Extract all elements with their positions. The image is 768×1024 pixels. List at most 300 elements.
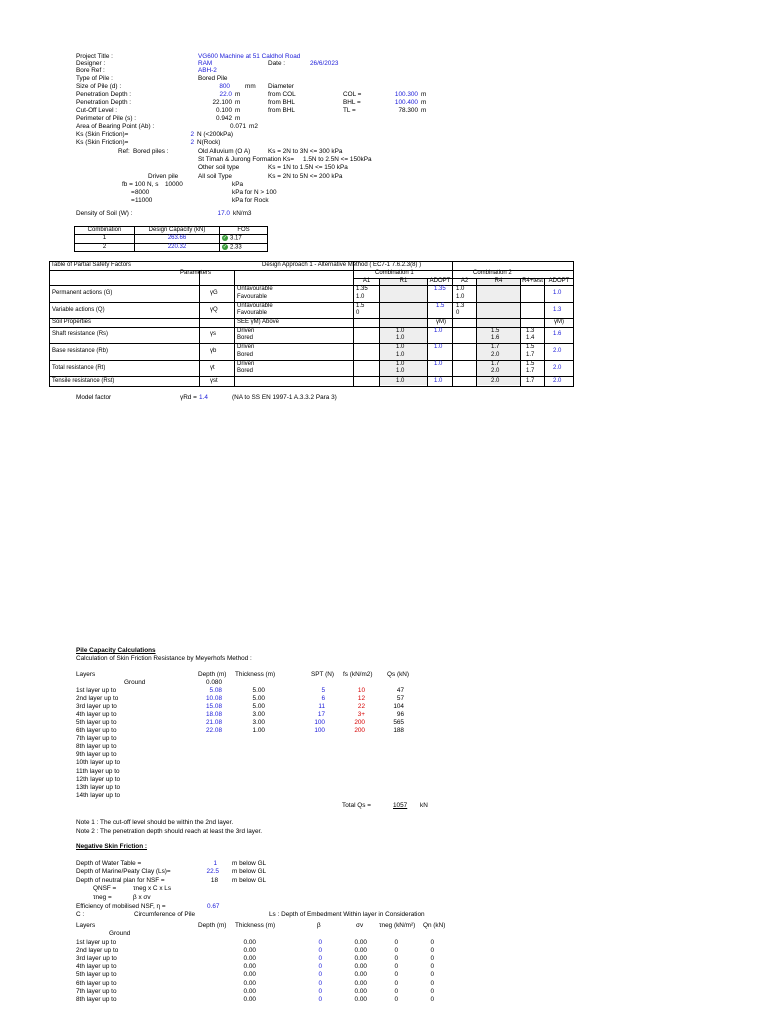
a1-value: 1.35 bbox=[356, 286, 368, 292]
layer-qn: 0 bbox=[430, 971, 434, 979]
layer-label: 5th layer up to bbox=[76, 971, 117, 979]
layer-label: 2nd layer up to bbox=[76, 695, 119, 703]
layer-label: 1st layer up to bbox=[76, 939, 117, 946]
bore-ref-label: Bore Ref : bbox=[76, 67, 105, 74]
layer-label: 4th layer up to bbox=[76, 711, 117, 719]
layer-qs: 57 bbox=[396, 695, 404, 703]
column-header: Thickness (m) bbox=[235, 671, 276, 678]
ref-line-b: 1.5N to 2.5N <= 150kPa bbox=[303, 156, 372, 163]
layer-label: 4th layer up to bbox=[76, 963, 117, 971]
section-title: Pile Capacity Calculations bbox=[76, 647, 156, 654]
column-header: σv bbox=[356, 922, 364, 929]
nsf-row-unit: m below GL bbox=[232, 877, 267, 884]
table-row bbox=[75, 243, 268, 252]
fos-cell bbox=[220, 243, 268, 252]
bearing-area-value: 0.071 bbox=[230, 123, 246, 130]
layer-sv: 0.00 bbox=[354, 947, 367, 955]
adopt-2-value: 2.0 bbox=[553, 348, 562, 354]
adopt-1-value: 1.5 bbox=[436, 303, 445, 309]
partial-safety-factors-table bbox=[49, 261, 574, 387]
column-header: R4 bbox=[494, 278, 503, 284]
layer-beta: 0 bbox=[318, 963, 322, 971]
a1-value: 0 bbox=[356, 310, 360, 316]
layer-thick: 0.00 bbox=[243, 979, 256, 987]
penetration-depth-bhl-label: Penetration Depth : bbox=[76, 99, 132, 106]
r4-value: 1.7 bbox=[491, 361, 500, 367]
psf-row-sub: Driven bbox=[237, 361, 255, 367]
adopt-2-value: 1.6 bbox=[553, 331, 562, 337]
total-qs-unit: kN bbox=[420, 802, 428, 809]
column-header: ADOPT bbox=[548, 278, 570, 284]
r4-test-value: 1.7 bbox=[526, 352, 535, 358]
column-header: fs (kN/m2) bbox=[343, 671, 373, 678]
psf-row-symbol: γt bbox=[210, 365, 215, 371]
nsf-row-label: Depth of Water Table = bbox=[76, 860, 142, 867]
col-value: 100.300 bbox=[394, 91, 418, 98]
ref-line-a: Old Alluvium (O A) bbox=[198, 148, 251, 155]
adopt-2-value: 2.0 bbox=[553, 365, 562, 371]
fb-label: = bbox=[131, 189, 135, 196]
layer-qs: 47 bbox=[396, 687, 404, 694]
fb-unit: kPa for Rock bbox=[232, 197, 269, 204]
capacity-cell: 263.66 bbox=[135, 235, 220, 244]
r4-test-value: 1.3 bbox=[526, 328, 535, 334]
a2-value: 0 bbox=[456, 310, 460, 316]
ref-pile-label: Bored piles : bbox=[133, 148, 169, 155]
layer-label: 5th layer up to bbox=[76, 719, 117, 727]
psf-row-symbol: γs bbox=[210, 331, 216, 337]
layer-qn: 0 bbox=[430, 963, 434, 971]
fb-value: 8000 bbox=[135, 189, 150, 196]
fb-label: = bbox=[131, 197, 135, 204]
nsf-row-value: 18 bbox=[210, 877, 218, 884]
bhl-value: 100.400 bbox=[394, 99, 418, 106]
layer-qn: 0 bbox=[430, 987, 434, 995]
model-factor-symbol: γRd = bbox=[180, 394, 197, 401]
layer-label: 1st layer up to bbox=[76, 687, 117, 694]
layer-tau: 0 bbox=[394, 987, 398, 995]
nsf-row-unit: m below GL bbox=[232, 860, 267, 867]
nsf-row-value: 1 bbox=[213, 860, 217, 867]
table-header-row bbox=[75, 227, 268, 235]
ls-description: Ls : Depth of Embedment Within layer in Consideration bbox=[269, 911, 425, 918]
layer-fs: 200 bbox=[354, 727, 365, 735]
perimeter-label: Perimeter of Pile (s) : bbox=[76, 115, 137, 122]
ref-line-a: Other soil type bbox=[198, 164, 240, 171]
column-header: Design Capacity (kN) bbox=[135, 227, 220, 235]
perimeter-unit: m bbox=[235, 115, 241, 122]
layer-fs: 3+ bbox=[357, 711, 365, 719]
layer-spt: 6 bbox=[321, 695, 325, 703]
formula-lhs: QNSF = bbox=[93, 885, 117, 892]
layer-spt: 100 bbox=[314, 719, 325, 727]
fb-unit: kPa bbox=[232, 181, 244, 188]
column-header: R4+test bbox=[522, 278, 543, 284]
psf-row-name: Total resistance (Rt) bbox=[52, 365, 106, 371]
column-header: Qn (kN) bbox=[423, 922, 446, 929]
fos-value: 3.17 bbox=[230, 235, 242, 242]
designer-label: Designer : bbox=[76, 60, 106, 67]
layer-fs: 10 bbox=[357, 687, 365, 694]
check-icon: ✓ bbox=[222, 243, 228, 250]
layer-beta: 0 bbox=[318, 939, 322, 946]
layer-thick: 5.00 bbox=[252, 703, 265, 711]
adopt-2-value: 1.3 bbox=[553, 307, 562, 313]
ks-rock-note: N(Rock) bbox=[197, 139, 221, 146]
layer-depth: 18.08 bbox=[206, 711, 222, 719]
layer-fs: 200 bbox=[354, 719, 365, 727]
penetration-depth-bhl-note: from BHL bbox=[268, 99, 295, 106]
layer-spt: 17 bbox=[317, 711, 325, 719]
layer-thick: 5.00 bbox=[252, 687, 265, 694]
parameters-header: Parameters bbox=[180, 270, 212, 276]
adopt-1-value: γM) bbox=[436, 319, 446, 325]
r4-test-value: 1.5 bbox=[526, 361, 535, 367]
combination-2-header: Combination 2 bbox=[473, 270, 512, 276]
bearing-area-unit: m2 bbox=[249, 123, 258, 130]
cut-off-level-label: Cut-Off Level : bbox=[76, 107, 118, 114]
r1-value: 1.0 bbox=[396, 328, 405, 334]
a1-value: 1.5 bbox=[356, 303, 365, 309]
layer-label: 8th layer up to bbox=[76, 995, 117, 1003]
layer-tau: 0 bbox=[394, 979, 398, 987]
psf-row-name: Soil Properties bbox=[52, 319, 92, 325]
ks-soil-label: Ks (Skin Friction)= bbox=[76, 131, 129, 138]
col-label: COL = bbox=[343, 91, 362, 98]
density-label: Density of Soil (W) : bbox=[76, 210, 133, 217]
design-capacity-table bbox=[74, 226, 268, 252]
psf-row-sub: Bored bbox=[237, 352, 254, 358]
layer-thick: 0.00 bbox=[243, 987, 256, 995]
psf-row-sub: Unfavourable bbox=[237, 303, 273, 309]
column-header: Layers bbox=[76, 671, 96, 678]
layer-depth: 21.08 bbox=[206, 719, 222, 727]
psf-row-symbol: γst bbox=[210, 378, 218, 384]
column-header: β bbox=[317, 922, 321, 929]
bhl-unit: m bbox=[421, 99, 427, 106]
date-value: 26/6/2023 bbox=[310, 60, 339, 67]
psf-row-sub: Favourable bbox=[237, 310, 268, 316]
penetration-depth-bhl-unit: m bbox=[235, 99, 241, 106]
layer-label: 3rd layer up to bbox=[76, 955, 117, 963]
density-unit: kN/m3 bbox=[233, 210, 252, 217]
a2-value: 1.0 bbox=[456, 286, 465, 292]
layer-label: 7th layer up to bbox=[76, 735, 117, 743]
fb-value: 10000 bbox=[165, 181, 183, 188]
r4-value: 2.0 bbox=[491, 368, 500, 374]
capacity-cell: 220.32 bbox=[135, 243, 220, 252]
ks-rock-label: Ks (Skin Friction)= bbox=[76, 139, 129, 146]
layer-thick: 0.00 bbox=[243, 955, 256, 963]
layer-thick: 0.00 bbox=[243, 947, 256, 955]
ref-line-b: Ks = 2N to 3N <= 300 kPa bbox=[268, 148, 343, 155]
r1-value: 1.0 bbox=[396, 344, 405, 350]
tl-unit: m bbox=[421, 107, 427, 114]
r4-test-value: 1.4 bbox=[526, 335, 535, 341]
layer-tau: 0 bbox=[394, 995, 398, 1003]
formula-lhs: τneg = bbox=[93, 894, 112, 901]
layer-qs: 104 bbox=[393, 703, 404, 711]
density-value: 17.0 bbox=[217, 210, 230, 217]
layer-depth: 5.08 bbox=[209, 687, 222, 694]
layer-spt: 11 bbox=[318, 703, 325, 711]
layer-depth: 22.08 bbox=[206, 727, 222, 735]
penetration-depth-col-unit: m bbox=[235, 91, 241, 98]
r4-test-value: 1.5 bbox=[526, 344, 535, 350]
total-qs-label: Total Qs = bbox=[342, 802, 371, 809]
nsf-row-label: Depth of neutral plan for NSF = bbox=[76, 877, 165, 884]
bearing-area-label: Area of Bearing Point (Ab) : bbox=[76, 123, 155, 130]
psf-row-sub: Driven bbox=[237, 328, 255, 334]
layer-beta: 0 bbox=[318, 955, 322, 963]
r4-value: 1.6 bbox=[491, 335, 500, 341]
column-header: Thickness (m) bbox=[235, 922, 276, 929]
layer-sv: 0.00 bbox=[354, 979, 367, 987]
ref-line-b: Ks = 2N to 5N <= 200 kPa bbox=[268, 173, 343, 180]
column-header: Layers bbox=[76, 922, 96, 929]
layer-label: 7th layer up to bbox=[76, 987, 117, 995]
psf-row-sub: SEE γM) Above bbox=[237, 319, 280, 325]
layer-qn: 0 bbox=[430, 995, 434, 1003]
note-1: Note 1 : The cut-off level should be within the 2nd layer. bbox=[76, 819, 234, 826]
layer-depth: 10.08 bbox=[206, 695, 222, 703]
layer-thick: 5.00 bbox=[252, 695, 265, 703]
r1-value: 1.0 bbox=[396, 335, 405, 341]
table-row bbox=[75, 235, 268, 244]
adopt-1-value: 1.0 bbox=[434, 361, 443, 367]
layer-qs: 565 bbox=[393, 719, 404, 727]
layer-qs: 188 bbox=[393, 727, 404, 735]
layer-label: 10th layer up to bbox=[76, 759, 121, 767]
layer-tau: 0 bbox=[394, 963, 398, 971]
fb-unit: kPa for N > 100 bbox=[232, 189, 277, 196]
penetration-depth-bhl-value: 22.100 bbox=[212, 99, 232, 106]
layer-sv: 0.00 bbox=[354, 995, 367, 1003]
psf-row-sub: Bored bbox=[237, 368, 254, 374]
column-header: τneg (kN/m²) bbox=[379, 922, 416, 929]
layer-thick: 0.00 bbox=[243, 963, 256, 971]
ref-label: Ref: bbox=[118, 148, 130, 155]
ks-rock-value: 2 bbox=[190, 139, 194, 146]
psf-row-symbol: γG bbox=[210, 290, 218, 296]
pile-size-value: 800 bbox=[219, 83, 230, 90]
bhl-label: BHL = bbox=[343, 99, 361, 106]
layer-spt: 100 bbox=[314, 727, 325, 735]
layer-sv: 0.00 bbox=[354, 955, 367, 963]
model-factor-reference: (NA to SS EN 1997-1 A.3.3.2 Para 3) bbox=[232, 394, 337, 401]
adopt-2-value: 1.0 bbox=[553, 290, 562, 296]
psf-row-sub: Unfavourable bbox=[237, 286, 273, 292]
layer-beta: 0 bbox=[318, 995, 322, 1003]
pile-size-note: Diameter bbox=[268, 83, 294, 90]
formula-rhs: β x σv bbox=[133, 894, 151, 901]
column-header: Depth (m) bbox=[198, 671, 227, 678]
tl-label: TL = bbox=[343, 107, 356, 114]
perimeter-value: 0.942 bbox=[216, 115, 232, 122]
r1-value: 1.0 bbox=[396, 368, 405, 374]
adopt-1-value: 1.0 bbox=[434, 344, 443, 350]
r4-value: 1.7 bbox=[491, 344, 500, 350]
layer-label: 9th layer up to bbox=[76, 751, 117, 759]
column-header: FOS bbox=[220, 227, 268, 235]
r1-value: 1.0 bbox=[396, 361, 405, 367]
r4-value: 2.0 bbox=[491, 378, 500, 384]
layer-depth: 15.08 bbox=[206, 703, 222, 711]
formula-rhs: τneg x C x Ls bbox=[133, 885, 172, 892]
layer-label: 3rd layer up to bbox=[76, 703, 117, 711]
layer-beta: 0 bbox=[318, 947, 322, 955]
cut-off-level-value: 0.100 bbox=[216, 107, 232, 114]
column-header: Depth (m) bbox=[198, 922, 227, 929]
c-label: C : bbox=[76, 911, 85, 918]
fb-label: fb = 100 N, s bbox=[122, 181, 159, 188]
penetration-depth-col-label: Penetration Depth : bbox=[76, 91, 132, 98]
project-title-value: VG600 Machine at 51 Caldhol Road bbox=[198, 53, 301, 60]
model-factor-value: 1.4 bbox=[199, 394, 208, 401]
fb-value: 11000 bbox=[135, 197, 153, 204]
adopt-2-value: 2.0 bbox=[553, 378, 562, 384]
layer-thick: 1.00 bbox=[252, 727, 265, 735]
layer-tau: 0 bbox=[394, 955, 398, 963]
layer-qs: 96 bbox=[396, 711, 404, 719]
layer-label: 11th layer up to bbox=[76, 767, 120, 775]
layer-thick: 0.00 bbox=[243, 995, 256, 1003]
penetration-depth-col-value: 22.0 bbox=[219, 91, 232, 98]
pile-size-unit: mm bbox=[245, 83, 256, 90]
section-subtitle: Calculation of Skin Friction Resistance by Meyerhofs Method : bbox=[76, 655, 252, 662]
combination-cell: 2 bbox=[75, 243, 135, 252]
pile-type-label: Type of Pile : bbox=[76, 75, 113, 82]
layer-label: 6th layer up to bbox=[76, 979, 117, 987]
ref-line-a: All soil Type bbox=[198, 173, 232, 180]
layer-beta: 0 bbox=[318, 971, 322, 979]
psf-row-sub: Favourable bbox=[237, 294, 268, 300]
efficiency-value: 0.67 bbox=[207, 903, 220, 910]
a2-value: 1.3 bbox=[456, 303, 465, 309]
layer-fs: 12 bbox=[357, 695, 365, 703]
ground-label: Ground bbox=[109, 930, 131, 937]
fos-cell bbox=[220, 235, 268, 244]
date-label: Date : bbox=[268, 60, 286, 67]
layer-label: 2nd layer up to bbox=[76, 947, 119, 955]
psf-row-name: Base resistance (Rb) bbox=[52, 348, 109, 354]
psf-row-sub: Bored bbox=[237, 335, 254, 341]
ground-label: Ground bbox=[124, 679, 146, 686]
layer-tau: 0 bbox=[394, 971, 398, 979]
adopt-1-value: 1.0 bbox=[434, 378, 443, 384]
column-header: A2 bbox=[460, 278, 469, 284]
layer-qn: 0 bbox=[430, 939, 434, 946]
total-qs-value: 1057 bbox=[393, 802, 408, 809]
psf-row-name: Tensile resistance (Rst) bbox=[52, 378, 115, 384]
r4-test-value: 1.7 bbox=[526, 378, 535, 384]
layer-sv: 0.00 bbox=[354, 971, 367, 979]
layer-sv: 0.00 bbox=[354, 987, 367, 995]
adopt-1-value: 1.0 bbox=[434, 328, 443, 334]
ref-line-b: Ks = 1N to 1.5N <= 150 kPa bbox=[268, 164, 348, 171]
nsf-row-value: 22.5 bbox=[206, 868, 219, 875]
psf-title: Table of Partial Safety Factors bbox=[51, 262, 132, 268]
ref-line-a: St Timah & Jurong Formation Ks= bbox=[198, 156, 295, 163]
adopt-1-value: 1.35 bbox=[434, 286, 446, 292]
ks-soil-value: 2 bbox=[190, 131, 194, 138]
column-header: A1 bbox=[362, 278, 371, 284]
layer-label: 8th layer up to bbox=[76, 743, 117, 751]
c-description: Circumference of Pile bbox=[134, 911, 196, 918]
psf-row-symbol: γQ bbox=[210, 307, 218, 313]
column-header: SPT (N) bbox=[311, 671, 334, 678]
combination-cell: 1 bbox=[75, 235, 135, 244]
section-title: Negative Skin Friction : bbox=[76, 843, 148, 850]
penetration-depth-col-note: from COL bbox=[268, 91, 296, 98]
r4-value: 1.5 bbox=[491, 328, 500, 334]
cut-off-level-note: from BHL bbox=[268, 107, 295, 114]
layer-sv: 0.00 bbox=[354, 939, 367, 946]
r1-value: 1.0 bbox=[396, 378, 405, 384]
col-unit: m bbox=[421, 91, 427, 98]
psf-row-name: Variable actions (Q) bbox=[52, 307, 105, 313]
layer-qn: 0 bbox=[430, 979, 434, 987]
layer-label: 13th layer up to bbox=[76, 783, 121, 791]
column-header: ADOPT bbox=[429, 278, 451, 284]
layer-label: 14th layer up to bbox=[76, 791, 121, 799]
psf-row-name: Permanent actions (G) bbox=[52, 290, 113, 296]
layer-thick: 0.00 bbox=[243, 971, 256, 979]
ground-depth: 0.080 bbox=[206, 679, 222, 686]
adopt-2-value: γM) bbox=[554, 319, 564, 325]
layer-spt: 5 bbox=[321, 687, 325, 694]
psf-row-name: Shaft resistance (Rs) bbox=[52, 331, 109, 337]
fos-value: 2.33 bbox=[230, 244, 242, 251]
r4-value: 2.0 bbox=[491, 352, 500, 358]
ks-soil-note: N (<200kPa) bbox=[197, 131, 234, 138]
cut-off-level-unit: m bbox=[235, 107, 241, 114]
psf-row-symbol: γb bbox=[210, 348, 217, 354]
nsf-row-unit: m below GL bbox=[232, 868, 267, 875]
nsf-row-label: Depth of Marine/Peaty Clay (Ls)= bbox=[76, 868, 171, 875]
r4-test-value: 1.7 bbox=[526, 368, 535, 374]
a1-value: 1.0 bbox=[356, 294, 365, 300]
layer-thick: 3.00 bbox=[252, 711, 265, 719]
efficiency-label: Efficiency of mobilised NSF, η = bbox=[76, 903, 166, 910]
driven-pile-label: Driven pile bbox=[148, 173, 179, 180]
project-title-label: Project Title : bbox=[76, 53, 113, 60]
layer-qn: 0 bbox=[430, 947, 434, 955]
column-header: Qs (kN) bbox=[387, 671, 410, 678]
note-2: Note 2 : The penetration depth should reach at least the 3rd layer. bbox=[76, 828, 263, 835]
bore-ref-value: ABH-2 bbox=[198, 67, 217, 74]
layer-label: 6th layer up to bbox=[76, 727, 117, 735]
layer-tau: 0 bbox=[394, 939, 398, 946]
layer-fs: 22 bbox=[357, 703, 365, 711]
layer-beta: 0 bbox=[318, 979, 322, 987]
combination-1-header: Combination 1 bbox=[375, 270, 414, 276]
layer-tau: 0 bbox=[394, 947, 398, 955]
r1-value: 1.0 bbox=[396, 352, 405, 358]
tl-value: 78.300 bbox=[398, 107, 418, 114]
pile-type-value: Bored Pile bbox=[198, 75, 228, 82]
a2-value: 1.0 bbox=[456, 294, 465, 300]
layer-beta: 0 bbox=[318, 987, 322, 995]
layer-sv: 0.00 bbox=[354, 963, 367, 971]
layer-qn: 0 bbox=[430, 955, 434, 963]
layer-thick: 0.00 bbox=[243, 939, 256, 946]
designer-value: RAM bbox=[198, 60, 213, 67]
psf-row-sub: Driven bbox=[237, 344, 255, 350]
model-factor-label: Model factor bbox=[76, 394, 112, 401]
column-header: Combination bbox=[75, 227, 135, 235]
check-icon: ✓ bbox=[222, 235, 228, 241]
